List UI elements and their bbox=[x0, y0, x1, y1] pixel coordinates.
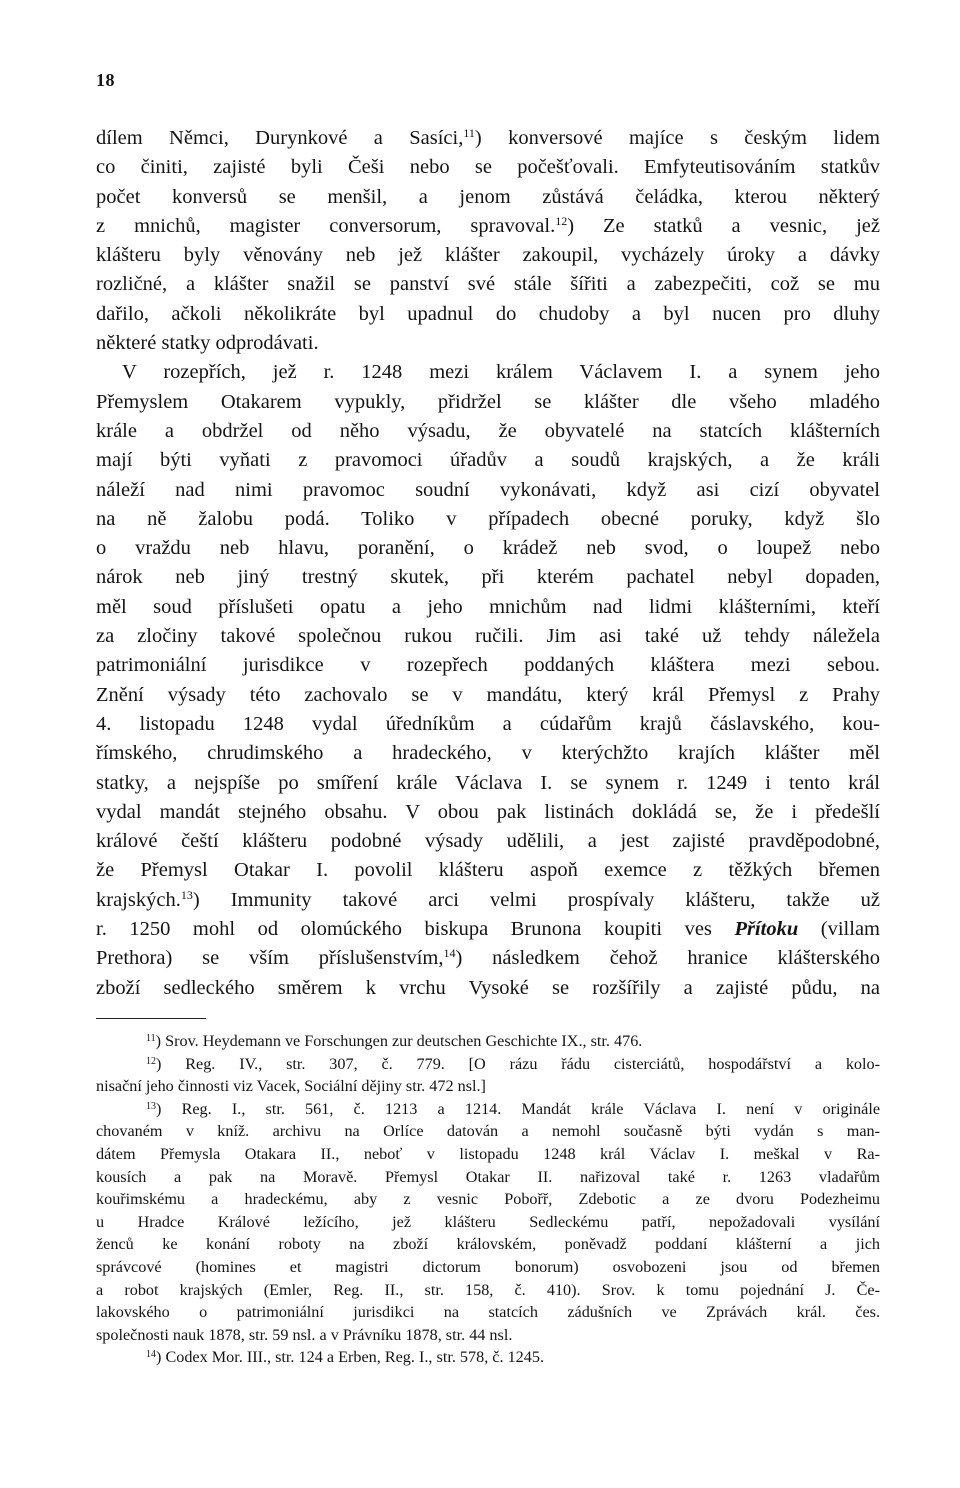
text-line: patrimoniální jurisdikce v rozepřech poddaných kláštera mezi sebou. bbox=[96, 654, 880, 677]
footnote-14: $^{14}$) Codex Mor. III., str. 124 a Erben, Reg. I., str. 578, č. 1245. bbox=[146, 1348, 544, 1367]
footnotes bbox=[96, 1030, 880, 1369]
text-line: mají býti vyňati z pravomoci úřadův a soudů krajských, a že králi bbox=[96, 449, 880, 472]
text-line: vydal mandát stejného obsahu. V obou pak listinách dokládá se, že i předešlí bbox=[96, 800, 880, 823]
text-line: o vraždu neb hlavu, poranění, o krádež neb svod, o loupež nebo bbox=[96, 537, 880, 560]
footnote-13-cont: chovaném v kníž. archivu na Orlíce datován a nemohl současně býti vydán s man- bbox=[96, 1122, 880, 1141]
text-line: krále a obdržel od něho výsadu, že obyvatelé na statcích klášterních bbox=[96, 419, 880, 442]
footnote-13-cont: správcové (homines et magistri dictorum bonorum) osvobozeni jsou od břemen bbox=[96, 1257, 880, 1276]
footnote-13: $^{13}$) Reg. I., str. 561, č. 1213 a 1214. Mandát krále Václava I. není v originále bbox=[146, 1099, 881, 1118]
footnote-13-cont: dátem Přemysla Otakara II., neboť v listopadu 1248 král Václav I. meškal v Ra- bbox=[96, 1144, 880, 1163]
text-line: co činiti, zajisté byli Češi nebo se počešťovali. Emfyteutisováním statkův bbox=[96, 156, 880, 179]
footnote-13-cont: kousích a pak na Moravě. Přemysl Otakar II. nařizoval také r. 1263 vladařům bbox=[96, 1167, 880, 1186]
text-line: náleží nad nimi pravomoc soudní vykonávati, když asi cizí obyvatel bbox=[96, 478, 880, 501]
text-line: dílem Němci, Durynkové a Sasíci,$^{11}$) konversové majíce s českým lidem bbox=[96, 126, 880, 149]
footnote-ref-12[interactable]: 12 bbox=[555, 213, 568, 228]
text-line: počet konversů se menšil, a jenom zůstává čeládka, kterou některý bbox=[96, 185, 880, 208]
footnote-11: $^{11}$) Srov. Heydemann ve Forschungen zur deutschen Geschichte IX., str. 476. bbox=[146, 1032, 643, 1050]
text-line: že Přemysl Otakar I. povolil klášteru aspoň exemce z těžkých břemen bbox=[96, 859, 880, 882]
text-line: římského, chrudimského a hradeckého, v kterýchžto krajích klášter měl bbox=[96, 742, 880, 765]
text-line: Znění výsady této zachovalo se v mandátu, který král Přemysl z Prahy bbox=[96, 683, 880, 706]
footnote-12: $^{12}$) Reg. IV., str. 307, č. 779. [O rázu řádu cisterciátů, hospodářství a kolo- bbox=[146, 1054, 881, 1073]
page-number: 18 bbox=[96, 70, 115, 90]
text-line: dařilo, ačkoli několikráte byl upadnul do chudoby a byl nucen pro dluhy bbox=[96, 302, 880, 325]
text-line: králové čeští klášteru podobné výsady udělili, a jest zajisté pravděpodobné, bbox=[96, 830, 880, 853]
text-line: 4. listopadu 1248 vydal úředníkům a cúdařům krajů čáslavského, kou- bbox=[96, 712, 880, 735]
text-line: klášteru byly věnovány neb jež klášter zakoupil, vycházely úroky a dávky bbox=[96, 244, 880, 267]
text-line: Přemyslem Otakarem vypukly, přidržel se klášter dle všeho mladého bbox=[96, 390, 880, 413]
footnote-13-cont: společnosti nauk 1878, str. 59 nsl. a v Právníku 1878, str. 44 nsl. bbox=[96, 1325, 513, 1344]
footnote-13-cont: u Hradce Králové ležícího, jež klášteru Sedleckému patří, nepožadovali vysílání bbox=[96, 1212, 880, 1231]
text-line: rozličné, a klášter snažil se panství své stále šířiti a zabezpečiti, což se mu bbox=[96, 273, 880, 296]
text-line: za zločiny takové společnou rukou ručili. Jim asi také už tehdy náležela bbox=[96, 625, 880, 648]
body-text bbox=[96, 124, 880, 1003]
text-line: některé statky odprodávati. bbox=[96, 332, 319, 355]
text-line: V rozepřích, jež r. 1248 mezi králem Václavem I. a synem jeho bbox=[122, 361, 880, 384]
footnote-13-cont: a robot krajských (Emler, Reg. II., str. 158, č. 410). Srov. k tomu pojednání J. Če- bbox=[96, 1280, 880, 1299]
text-line: krajských.$^{13}$) Immunity takové arci velmi prospívaly klášteru, takže už bbox=[96, 887, 880, 911]
footnote-13-cont: lakovského o patrimoniální jurisdikci na statcích zádušních ve Zprávách král. čes. bbox=[96, 1303, 880, 1322]
text-line: z mnichů, magister conversorum, spravoval.$^{12}$) Ze statků a vesnic, jež bbox=[96, 213, 881, 237]
text-line: měl soud příslušeti opatu a jeho mnichům nad lidmi klášterními, kteří bbox=[96, 595, 880, 618]
place-name-pritoku: Přítoku bbox=[734, 918, 799, 941]
footnote-12-cont: nisační jeho činnosti viz Vacek, Sociální dějiny str. 472 nsl.] bbox=[96, 1077, 486, 1096]
text-line: statky, a nejspíše po smíření krále Václava I. se synem r. 1249 i tento král bbox=[96, 771, 880, 794]
text-line: Prethora) se vším příslušenstvím,$^{14}$) následkem čehož hranice klášterského bbox=[96, 946, 880, 970]
footnote-ref-13[interactable]: 13 bbox=[180, 887, 193, 902]
text-line: na ně žalobu podá. Toliko v případech obecné poruky, když šlo bbox=[96, 507, 880, 530]
text-line: r. 1250 mohl od olomúckého biskupa Brunona koupiti ves Přítoku (villam bbox=[96, 918, 880, 941]
footnote-13-cont: kouřimskému a hradeckému, aby z vesnic Pobořř, Zdebotic a ze dvoru Podezheimu bbox=[96, 1190, 880, 1209]
footnote-separator bbox=[96, 1018, 206, 1019]
footnote-ref-11[interactable]: 11 bbox=[463, 126, 475, 140]
text-line: nárok neb jiný trestný skutek, při kterém pachatel nebyl dopaden, bbox=[96, 566, 880, 589]
footnote-13-cont: ženců ke konání roboty na zboží královském, poněvadž poddaní klášterní a jich bbox=[96, 1235, 880, 1254]
text-line: zboží sedleckého směrem k vrchu Vysoké se rozšířily a zajisté půdu, na bbox=[96, 976, 880, 999]
footnote-ref-14[interactable]: 14 bbox=[443, 946, 456, 961]
